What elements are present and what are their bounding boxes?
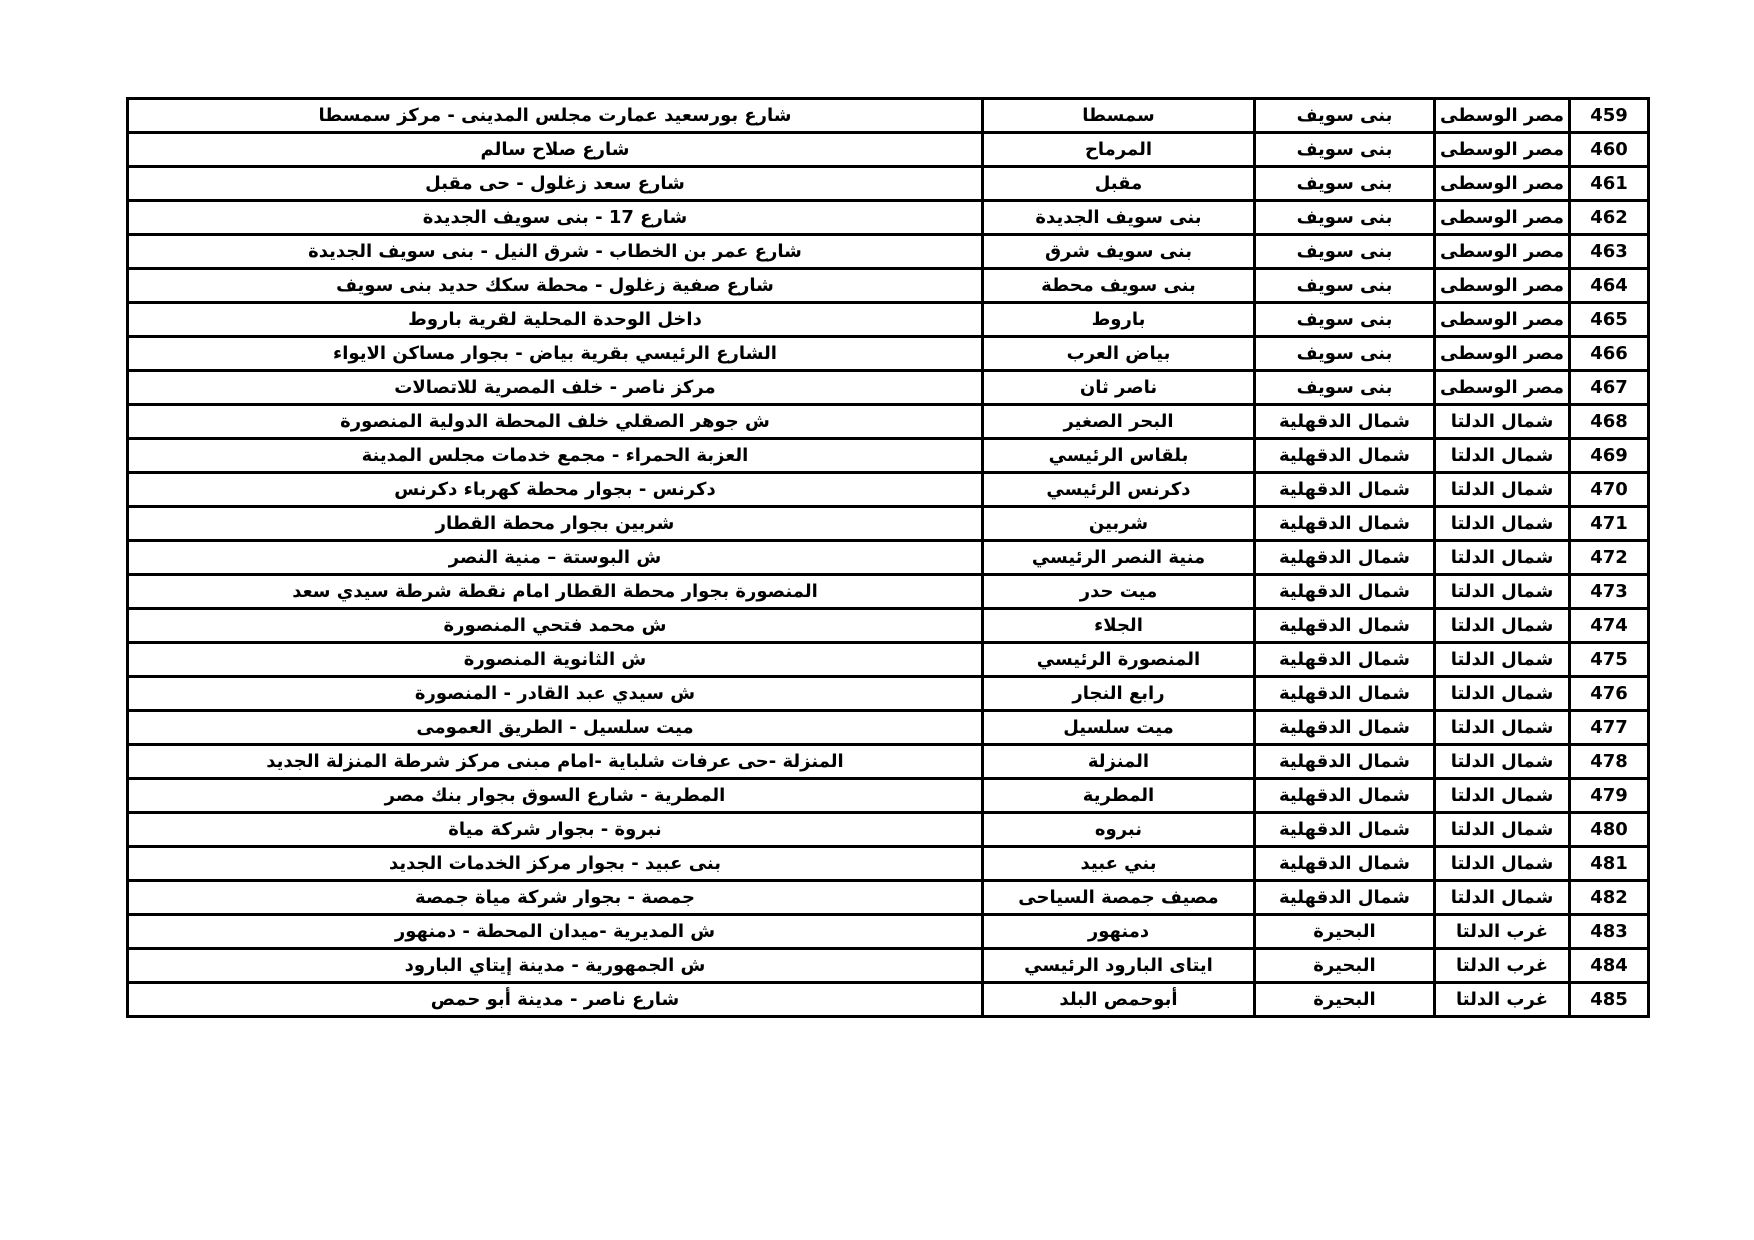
region-cell: شمال الدلتا xyxy=(1434,609,1569,643)
row-number-cell: 481 xyxy=(1570,847,1649,881)
row-number-cell: 475 xyxy=(1570,643,1649,677)
city-cell: دكرنس الرئيسي xyxy=(982,473,1254,507)
region-cell: مصر الوسطى xyxy=(1434,201,1569,235)
row-number-cell: 466 xyxy=(1570,337,1649,371)
governorate-cell: بنى سويف xyxy=(1254,99,1434,133)
governorate-cell: شمال الدقهلية xyxy=(1254,779,1434,813)
governorate-cell: البحيرة xyxy=(1254,949,1434,983)
region-cell: شمال الدلتا xyxy=(1434,405,1569,439)
address-cell: جمصة - بجوار شركة مياة جمصة xyxy=(127,881,982,915)
address-cell: ش الثانوية المنصورة xyxy=(127,643,982,677)
region-cell: شمال الدلتا xyxy=(1434,677,1569,711)
table-row xyxy=(127,99,1648,133)
region-cell: شمال الدلتا xyxy=(1434,439,1569,473)
address-cell: داخل الوحدة المحلية لقرية باروط xyxy=(127,303,982,337)
region-cell: شمال الدلتا xyxy=(1434,847,1569,881)
table-row xyxy=(127,405,1648,439)
row-number-cell: 461 xyxy=(1570,167,1649,201)
region-cell: شمال الدلتا xyxy=(1434,813,1569,847)
governorate-cell: شمال الدقهلية xyxy=(1254,507,1434,541)
city-cell: سمسطا xyxy=(982,99,1254,133)
row-number-cell: 468 xyxy=(1570,405,1649,439)
table-row xyxy=(127,439,1648,473)
address-cell: شارع صلاح سالم xyxy=(127,133,982,167)
region-cell: غرب الدلتا xyxy=(1434,915,1569,949)
region-cell: غرب الدلتا xyxy=(1434,983,1569,1017)
table-row xyxy=(127,881,1648,915)
city-cell: المنزلة xyxy=(982,745,1254,779)
governorate-cell: شمال الدقهلية xyxy=(1254,745,1434,779)
table-row xyxy=(127,745,1648,779)
row-number-cell: 482 xyxy=(1570,881,1649,915)
address-cell: الشارع الرئيسي بقرية بياض - بجوار مساكن الايواء xyxy=(127,337,982,371)
row-number-cell: 472 xyxy=(1570,541,1649,575)
address-cell: شارع بورسعيد عمارت مجلس المدينى - مركز سمسطا xyxy=(127,99,982,133)
address-cell: ش البوستة – منية النصر xyxy=(127,541,982,575)
region-cell: مصر الوسطى xyxy=(1434,167,1569,201)
governorate-cell: شمال الدقهلية xyxy=(1254,439,1434,473)
table-row xyxy=(127,847,1648,881)
region-cell: شمال الدلتا xyxy=(1434,779,1569,813)
table-row xyxy=(127,133,1648,167)
table-row xyxy=(127,269,1648,303)
row-number-cell: 459 xyxy=(1570,99,1649,133)
city-cell: بنى سويف الجديدة xyxy=(982,201,1254,235)
city-cell: ميت سلسيل xyxy=(982,711,1254,745)
governorate-cell: شمال الدقهلية xyxy=(1254,473,1434,507)
table-row xyxy=(127,371,1648,405)
address-cell: شارع صفية زغلول - محطة سكك حديد بنى سويف xyxy=(127,269,982,303)
governorate-cell: بنى سويف xyxy=(1254,133,1434,167)
address-cell: ش جوهر الصقلي خلف المحطة الدولية المنصورة xyxy=(127,405,982,439)
row-number-cell: 478 xyxy=(1570,745,1649,779)
city-cell: نبروه xyxy=(982,813,1254,847)
address-cell: مركز ناصر - خلف المصرية للاتصالات xyxy=(127,371,982,405)
governorate-cell: شمال الدقهلية xyxy=(1254,643,1434,677)
table-row xyxy=(127,677,1648,711)
address-cell: شارع 17 - بنى سويف الجديدة xyxy=(127,201,982,235)
address-cell: المطرية - شارع السوق بجوار بنك مصر xyxy=(127,779,982,813)
region-cell: غرب الدلتا xyxy=(1434,949,1569,983)
governorate-cell: بنى سويف xyxy=(1254,201,1434,235)
city-cell: ايتاى البارود الرئيسي xyxy=(982,949,1254,983)
address-cell: ش الجمهورية - مدينة إيتاي البارود xyxy=(127,949,982,983)
region-cell: مصر الوسطى xyxy=(1434,371,1569,405)
address-cell: المنصورة بجوار محطة القطار امام نقطة شرطة سيدي سعد xyxy=(127,575,982,609)
row-number-cell: 485 xyxy=(1570,983,1649,1017)
address-cell: ش محمد فتحي المنصورة xyxy=(127,609,982,643)
city-cell: منية النصر الرئيسي xyxy=(982,541,1254,575)
city-cell: دمنهور xyxy=(982,915,1254,949)
region-cell: مصر الوسطى xyxy=(1434,133,1569,167)
table-row xyxy=(127,235,1648,269)
city-cell: أبوحمص البلد xyxy=(982,983,1254,1017)
city-cell: الجلاء xyxy=(982,609,1254,643)
address-cell: شارع عمر بن الخطاب - شرق النيل - بنى سويف الجديدة xyxy=(127,235,982,269)
governorate-cell: شمال الدقهلية xyxy=(1254,813,1434,847)
governorate-cell: البحيرة xyxy=(1254,915,1434,949)
governorate-cell: شمال الدقهلية xyxy=(1254,575,1434,609)
city-cell: بلقاس الرئيسي xyxy=(982,439,1254,473)
row-number-cell: 470 xyxy=(1570,473,1649,507)
city-cell: رابع النجار xyxy=(982,677,1254,711)
city-cell: المنصورة الرئيسي xyxy=(982,643,1254,677)
address-cell: العزبة الحمراء - مجمع خدمات مجلس المدينة xyxy=(127,439,982,473)
region-cell: مصر الوسطى xyxy=(1434,235,1569,269)
row-number-cell: 467 xyxy=(1570,371,1649,405)
governorate-cell: شمال الدقهلية xyxy=(1254,847,1434,881)
region-cell: شمال الدلتا xyxy=(1434,473,1569,507)
governorate-cell: بنى سويف xyxy=(1254,269,1434,303)
table-row xyxy=(127,541,1648,575)
table-row xyxy=(127,949,1648,983)
region-cell: شمال الدلتا xyxy=(1434,575,1569,609)
governorate-cell: بنى سويف xyxy=(1254,167,1434,201)
city-cell: مقبل xyxy=(982,167,1254,201)
row-number-cell: 462 xyxy=(1570,201,1649,235)
region-cell: شمال الدلتا xyxy=(1434,745,1569,779)
address-cell: شارع سعد زغلول - حى مقبل xyxy=(127,167,982,201)
row-number-cell: 465 xyxy=(1570,303,1649,337)
address-cell: بنى عبيد - بجوار مركز الخدمات الجديد xyxy=(127,847,982,881)
row-number-cell: 473 xyxy=(1570,575,1649,609)
city-cell: البحر الصغير xyxy=(982,405,1254,439)
region-cell: مصر الوسطى xyxy=(1434,269,1569,303)
table-row xyxy=(127,337,1648,371)
region-cell: مصر الوسطى xyxy=(1434,99,1569,133)
region-cell: شمال الدلتا xyxy=(1434,541,1569,575)
governorate-cell: شمال الدقهلية xyxy=(1254,711,1434,745)
address-cell: نبروة - بجوار شركة مياة xyxy=(127,813,982,847)
city-cell: شربين xyxy=(982,507,1254,541)
table-row xyxy=(127,167,1648,201)
row-number-cell: 479 xyxy=(1570,779,1649,813)
table-row xyxy=(127,201,1648,235)
region-cell: مصر الوسطى xyxy=(1434,303,1569,337)
table-row xyxy=(127,813,1648,847)
row-number-cell: 483 xyxy=(1570,915,1649,949)
city-cell: بياض العرب xyxy=(982,337,1254,371)
row-number-cell: 460 xyxy=(1570,133,1649,167)
region-cell: شمال الدلتا xyxy=(1434,711,1569,745)
region-cell: شمال الدلتا xyxy=(1434,881,1569,915)
table-row xyxy=(127,711,1648,745)
city-cell: بني عبيد xyxy=(982,847,1254,881)
address-cell: شربين بجوار محطة القطار xyxy=(127,507,982,541)
city-cell: باروط xyxy=(982,303,1254,337)
row-number-cell: 469 xyxy=(1570,439,1649,473)
region-cell: شمال الدلتا xyxy=(1434,507,1569,541)
city-cell: بنى سويف محطة xyxy=(982,269,1254,303)
row-number-cell: 480 xyxy=(1570,813,1649,847)
table-row xyxy=(127,643,1648,677)
governorate-cell: بنى سويف xyxy=(1254,371,1434,405)
governorate-cell: شمال الدقهلية xyxy=(1254,405,1434,439)
governorate-cell: بنى سويف xyxy=(1254,337,1434,371)
row-number-cell: 476 xyxy=(1570,677,1649,711)
address-cell: شارع ناصر - مدينة أبو حمص xyxy=(127,983,982,1017)
city-cell: ميت حدر xyxy=(982,575,1254,609)
address-cell: ش المديرية -ميدان المحطة - دمنهور xyxy=(127,915,982,949)
table-row xyxy=(127,473,1648,507)
governorate-cell: شمال الدقهلية xyxy=(1254,881,1434,915)
address-cell: المنزلة -حى عرفات شلباية -امام مبنى مركز شرطة المنزلة الجديد xyxy=(127,745,982,779)
governorate-cell: البحيرة xyxy=(1254,983,1434,1017)
table-row xyxy=(127,507,1648,541)
row-number-cell: 463 xyxy=(1570,235,1649,269)
table-row xyxy=(127,303,1648,337)
row-number-cell: 471 xyxy=(1570,507,1649,541)
region-cell: شمال الدلتا xyxy=(1434,643,1569,677)
table-row xyxy=(127,575,1648,609)
table-row xyxy=(127,779,1648,813)
table-row xyxy=(127,915,1648,949)
governorate-cell: بنى سويف xyxy=(1254,235,1434,269)
city-cell: ناصر ثان xyxy=(982,371,1254,405)
city-cell: بنى سويف شرق xyxy=(982,235,1254,269)
city-cell: مصيف جمصة السياحى xyxy=(982,881,1254,915)
governorate-cell: شمال الدقهلية xyxy=(1254,609,1434,643)
table-row xyxy=(127,609,1648,643)
row-number-cell: 477 xyxy=(1570,711,1649,745)
address-cell: ميت سلسيل - الطريق العمومى xyxy=(127,711,982,745)
address-cell: ش سيدي عبد القادر - المنصورة xyxy=(127,677,982,711)
row-number-cell: 464 xyxy=(1570,269,1649,303)
governorate-cell: بنى سويف xyxy=(1254,303,1434,337)
row-number-cell: 484 xyxy=(1570,949,1649,983)
city-cell: المرماح xyxy=(982,133,1254,167)
address-cell: دكرنس - بجوار محطة كهرباء دكرنس xyxy=(127,473,982,507)
governorate-cell: شمال الدقهلية xyxy=(1254,541,1434,575)
region-cell: مصر الوسطى xyxy=(1434,337,1569,371)
table-row xyxy=(127,983,1648,1017)
branches-table xyxy=(126,97,1650,1018)
row-number-cell: 474 xyxy=(1570,609,1649,643)
branches-table-body xyxy=(127,99,1648,1017)
city-cell: المطرية xyxy=(982,779,1254,813)
governorate-cell: شمال الدقهلية xyxy=(1254,677,1434,711)
